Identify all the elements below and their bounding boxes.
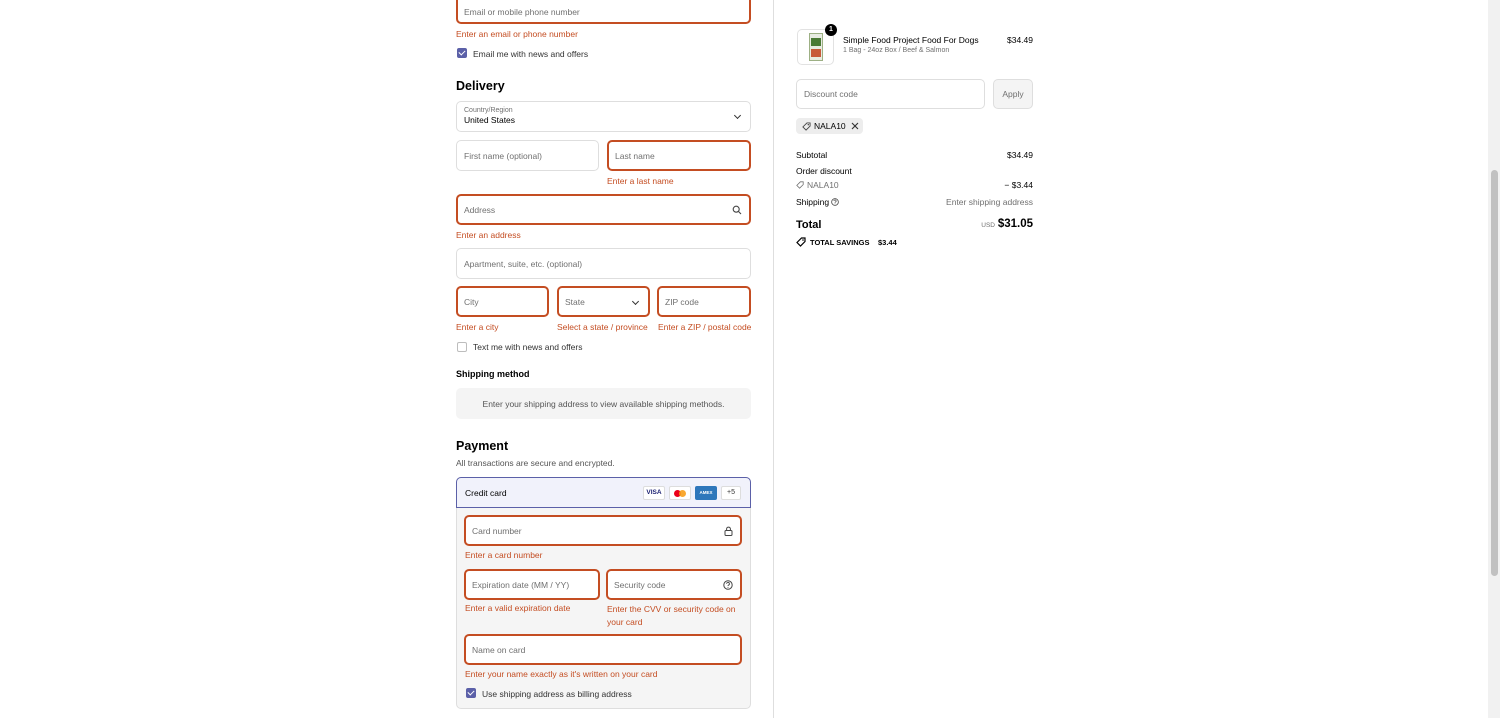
- total-savings-label: TOTAL SAVINGS: [810, 238, 870, 247]
- name-on-card-input[interactable]: [464, 634, 742, 665]
- billing-address-checkbox[interactable]: [466, 688, 476, 698]
- amex-icon: [695, 486, 717, 500]
- payment-heading: Payment: [456, 439, 509, 453]
- lock-icon: [724, 526, 733, 536]
- text-news-checkbox[interactable]: [457, 342, 467, 352]
- expiration-input[interactable]: [464, 569, 600, 600]
- state-placeholder: State: [565, 296, 585, 307]
- apartment-placeholder: Apartment, suite, etc. (optional): [464, 258, 583, 269]
- apply-button-label: Apply: [1002, 89, 1024, 99]
- discount-value: − $3.44: [1004, 180, 1033, 190]
- discount-code-input[interactable]: [796, 79, 985, 109]
- zip-error: Enter a ZIP / postal code: [658, 322, 752, 332]
- shipping-method-notice: Enter your shipping address to view available shipping methods.: [482, 398, 725, 409]
- chevron-down-icon: [632, 298, 639, 305]
- city-input[interactable]: [456, 286, 549, 317]
- country-select[interactable]: [456, 101, 751, 132]
- total-value: $31.05: [997, 218, 1033, 230]
- name-on-card-placeholder: Name on card: [472, 644, 526, 655]
- more-brands-label: +5: [727, 489, 735, 496]
- visa-label: VISA: [646, 489, 662, 496]
- city-error: Enter a city: [456, 322, 499, 332]
- product-variant: 1 Bag - 24oz Box / Beef & Salmon: [843, 47, 950, 54]
- billing-address-label: Use shipping address as billing address: [482, 689, 632, 699]
- payment-subtitle: All transactions are secure and encrypted.: [456, 458, 615, 468]
- scrollbar-thumb[interactable]: [1491, 170, 1498, 576]
- email-placeholder: Email or mobile phone number: [464, 7, 580, 17]
- discount-code-line: NALA10: [807, 180, 839, 190]
- order-summary: [774, 0, 1488, 718]
- amex-label: AMEX: [699, 490, 713, 495]
- card-number-placeholder: Card number: [472, 525, 522, 536]
- visa-icon: [643, 486, 665, 500]
- total-savings-value: $3.44: [878, 238, 897, 247]
- help-circle-icon[interactable]: [723, 580, 733, 590]
- state-error: Select a state / province: [557, 322, 648, 332]
- applied-code-tag: [796, 118, 863, 134]
- first-name-placeholder: First name (optional): [464, 150, 542, 161]
- apartment-input[interactable]: [456, 248, 751, 279]
- address-input[interactable]: [456, 194, 751, 225]
- subtotal-label: Subtotal: [796, 150, 828, 160]
- card-number-input[interactable]: [464, 515, 742, 546]
- tag-icon: [802, 122, 811, 131]
- shipping-label: Shipping: [796, 197, 830, 207]
- city-placeholder: City: [464, 296, 479, 307]
- expiration-error: Enter a valid expiration date: [465, 603, 571, 613]
- email-news-label: Email me with news and offers: [473, 49, 589, 59]
- mastercard-icon: [669, 486, 691, 500]
- last-name-error: Enter a last name: [607, 176, 674, 186]
- more-brands-badge: [721, 486, 741, 500]
- apply-button[interactable]: [993, 79, 1033, 109]
- state-select[interactable]: [557, 286, 650, 317]
- zip-input[interactable]: [657, 286, 751, 317]
- credit-card-option[interactable]: [456, 477, 751, 508]
- quantity-badge: [825, 24, 837, 36]
- security-code-placeholder: Security code: [614, 579, 666, 590]
- shipping-value: Enter shipping address: [946, 197, 1033, 207]
- security-code-input[interactable]: [606, 569, 742, 600]
- discount-code-placeholder: Discount code: [804, 89, 858, 99]
- zip-placeholder: ZIP code: [665, 296, 699, 307]
- order-discount-label: Order discount: [796, 166, 852, 176]
- card-number-error: Enter a card number: [465, 550, 543, 560]
- address-placeholder: Address: [464, 204, 496, 215]
- product-name: Simple Food Project Food For Dogs: [843, 35, 979, 45]
- last-name-input[interactable]: [607, 140, 751, 171]
- close-icon[interactable]: [851, 122, 859, 130]
- first-name-input[interactable]: [456, 140, 599, 171]
- product-price: $34.49: [1007, 35, 1033, 45]
- address-error: Enter an address: [456, 230, 521, 240]
- help-circle-icon[interactable]: [831, 198, 839, 206]
- subtotal-value: $34.49: [1007, 150, 1033, 160]
- email-error: Enter an email or phone number: [456, 29, 578, 39]
- security-code-error: Enter the CVV or security code on your card: [607, 604, 736, 627]
- expiration-placeholder: Expiration date (MM / YY): [472, 579, 570, 590]
- email-news-checkbox[interactable]: [457, 48, 467, 58]
- delivery-heading: Delivery: [456, 79, 505, 93]
- last-name-placeholder: Last name: [615, 150, 655, 161]
- search-icon[interactable]: [732, 205, 742, 215]
- tag-icon: [796, 181, 804, 189]
- credit-card-label: Credit card: [465, 488, 507, 498]
- text-news-label: Text me with news and offers: [473, 342, 583, 352]
- quantity-value: 1: [829, 26, 833, 33]
- country-value: United States: [464, 115, 516, 125]
- tag-icon: [796, 237, 806, 247]
- total-label: Total: [796, 219, 822, 231]
- shipping-method-notice-box: [456, 388, 751, 419]
- name-on-card-error: Enter your name exactly as it's written on your card: [465, 669, 658, 679]
- shipping-method-heading: Shipping method: [456, 369, 530, 379]
- total-currency: USD: [981, 222, 995, 229]
- country-label: Country/Region: [464, 107, 513, 114]
- applied-code-label: NALA10: [814, 121, 846, 131]
- email-input[interactable]: [456, 0, 751, 24]
